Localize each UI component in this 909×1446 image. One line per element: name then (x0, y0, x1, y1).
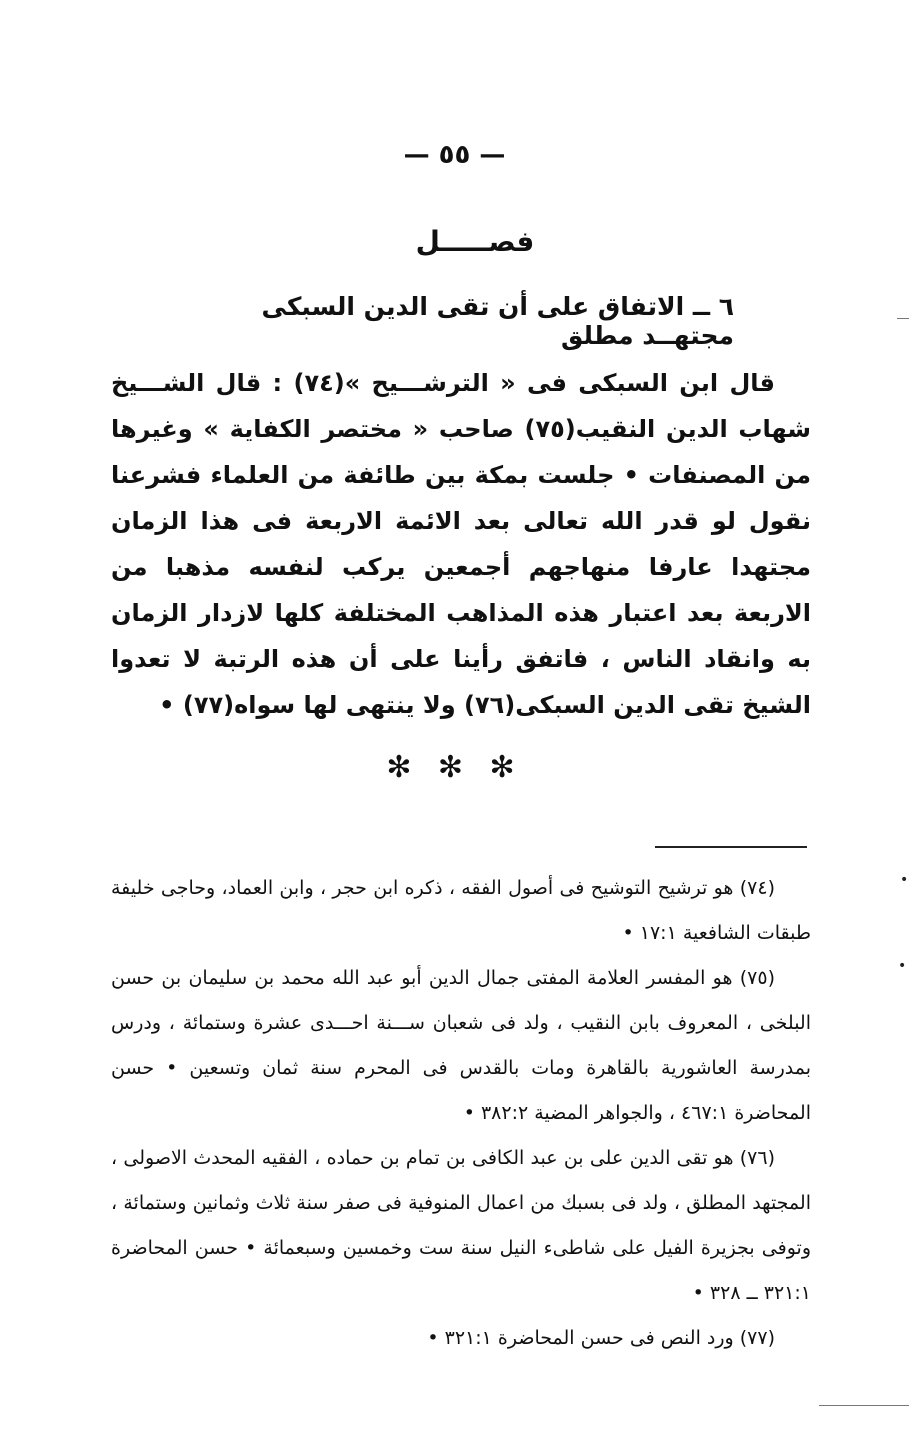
footnotes (111, 866, 811, 1361)
section-separator: ✻ ✻ ✻ (386, 750, 523, 785)
footnote-75: (٧٥) هو المفسر العلامة المفتى جمال الدين أبو عبد الله محمد بن سليمان بن حسن البلخى ، المعروف بابن النقيب ، ولد فى شعبان ســـنة احـــدى عشرة وستمائة ، ودرس بمدرسة العاشورية بالقاهرة ومات بالقدس فى المحرم سنة ثمان وتسعين • حسن المحاضرة ٤٦٧:١ ، والجواهر المضية ٣٨٢:٢ • (111, 967, 811, 1124)
footnote-74: (٧٤) هو ترشيح التوشيح فى أصول الفقه ، ذكره ابن حجر ، وابن العماد، وحاجى خليفة طبقات الشافعية ١٧:١ • (111, 877, 811, 944)
body-paragraph: قال ابن السبكى فى « الترشـــيح »(٧٤) : قال الشـــيخ شهاب الدين النقيب(٧٥) صاحب « مختصر الكفاية » وغيرها من المصنفات • جلست بمكة بين طائفة من العلماء فشرعنا نقول لو قدر الله تعالى بعد الائمة الاربعة فى هذا الزمان مجتهدا عارفا منهاجهم أجمعين يركب لنفسه مذهبا من الاربعة بعد اعتبار هذه المذاهب المختلفة كلها لازدار الزمان به وانقاد الناس ، فاتفق رأينا على أن هذه الرتبة لا تعدوا الشيخ تقى الدين السبكى(٧٦) ولا ينتهى لها سواه(٧٧) • (111, 369, 811, 719)
footnote-76: (٧٦) هو تقى الدين على بن عبد الكافى بن تمام بن حماده ، الفقيه المحدث الاصولى ، المجتهد المطلق ، ولد فى بسبك من اعمال المنوفية فى صفر سنة ثلاث وثمانين وستمائة ، وتوفى بجزيرة الفيل على شاطىء النيل سنة ست وخمسين وسبعمائة • حسن المحاضرة ٣٢١:١ ــ ٣٢٨ • (111, 1147, 811, 1304)
page-number: — ٥٥ — (403, 140, 506, 170)
scan-speck: • (898, 958, 907, 974)
footnote-divider (655, 846, 807, 848)
scan-speck: • (900, 872, 909, 888)
footnote-77: (٧٧) ورد النص فى حسن المحاضرة ٣٢١:١ • (427, 1327, 775, 1349)
body-text (111, 360, 811, 728)
section-title: ٦ ــ الاتفاق على أن تقى الدين السبكى مجتهــد مطلق (261, 292, 734, 350)
scan-edge-line (819, 1405, 909, 1406)
section-heading: فصـــــل (415, 225, 535, 258)
scan-edge-mark (897, 318, 909, 319)
